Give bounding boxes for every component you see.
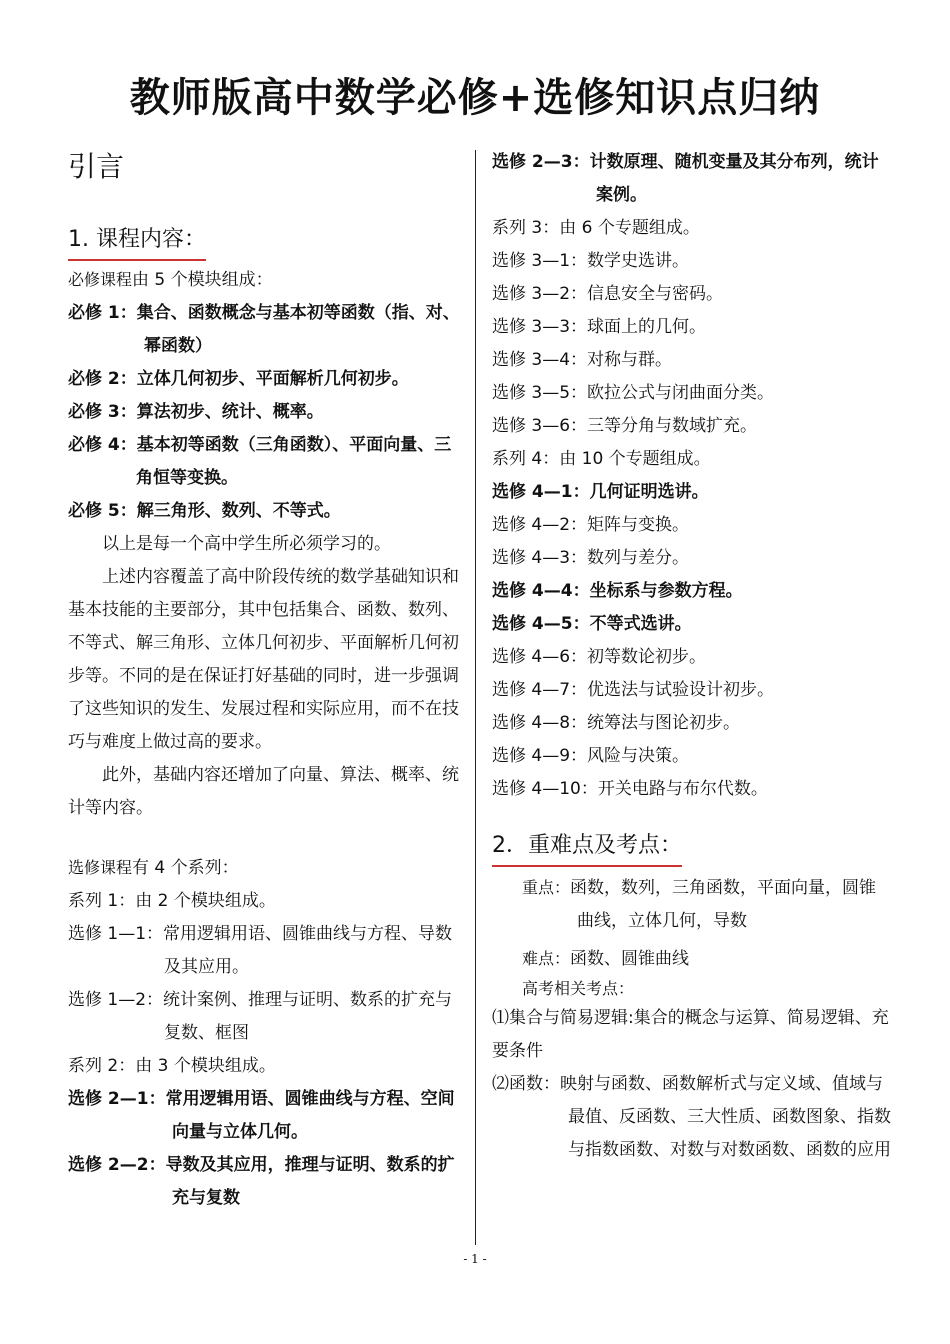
elective-3-6: 选修 3—6：三等分角与数域扩充。 xyxy=(492,416,758,436)
elective-4-6: 选修 4—6：初等数论初步。 xyxy=(492,647,707,667)
elective-4-10: 选修 4—10：开关电路与布尔代数。 xyxy=(492,779,768,799)
series-4: 系列 4：由 10 个专题组成。 xyxy=(492,449,711,469)
elective-4-3: 选修 4—3：数列与差分。 xyxy=(492,548,690,568)
elective-3-2: 选修 3—2：信息安全与密码。 xyxy=(492,284,724,304)
paragraph-content-overview: 上述内容覆盖了高中阶段传统的数学基础知识和基本技能的主要部分，其中包括集合、函数、数列、不等式、解三角形、立体几何初步、平面解析几何初步等。不同的是在保证打好基础的同时，进一步强调了这些知识的发生、发展过程和实际应用，而不在技巧与难度上做过高的要求。 xyxy=(68,567,459,752)
exam-point-2: ⑵函数：映射与函数、函数解析式与定义域、值域与最值、反函数、三大性质、函数图象、指数与指数函数、对数与对数函数、函数的应用 xyxy=(492,1074,891,1160)
elective-4-2: 选修 4—2：矩阵与变换。 xyxy=(492,515,690,535)
left-column xyxy=(68,146,460,1215)
elective-2-2: 选修 2—2：导数及其应用，推理与证明、数系的扩充与复数 xyxy=(68,1155,455,1208)
intro-heading: 引言 xyxy=(68,150,125,183)
elective-courses-label: 选修课程 xyxy=(68,858,133,877)
required-module-2: 必修 2：立体几何初步、平面解析几何初步。 xyxy=(68,369,409,389)
elective-courses-count: 有 4 个系列： xyxy=(132,858,239,878)
difficult-points-text: 函数、圆锥曲线 xyxy=(570,949,690,969)
key-points xyxy=(522,871,892,938)
page-number: - 1 - xyxy=(463,1252,487,1266)
elective-4-4: 选修 4—4：坐标系与参数方程。 xyxy=(492,581,743,601)
exam-points-label: 高考相关考点： xyxy=(522,979,635,998)
elective-4-7: 选修 4—7：优选法与试验设计初步。 xyxy=(492,680,775,700)
required-courses-count: 由 5 个模块组成： xyxy=(132,270,273,290)
elective-3-5: 选修 3—5：欧拉公式与闭曲面分类。 xyxy=(492,383,775,403)
right-column xyxy=(492,146,892,1167)
section-2-heading: 2．重难点及考点： xyxy=(492,828,682,867)
series-1: 系列 1：由 2 个模块组成。 xyxy=(68,891,276,911)
elective-2-3: 选修 2—3：计数原理、随机变量及其分布列，统计案例。 xyxy=(492,152,879,205)
column-divider xyxy=(475,150,476,1245)
key-points-text: 函数，数列，三角函数，平面向量，圆锥曲线，立体几何，导数 xyxy=(570,878,877,931)
elective-3-1: 选修 3—1：数学史选讲。 xyxy=(492,251,690,271)
required-module-1: 必修 1：集合、函数概念与基本初等函数（指、对、幂函数） xyxy=(68,303,460,356)
difficult-points-label: 难点： xyxy=(522,949,571,968)
section-1-heading: 1. 课程内容： xyxy=(68,222,206,261)
key-points-label: 重点： xyxy=(522,878,571,897)
document-title: 教师版高中数学必修+选修知识点归纳 xyxy=(129,75,821,121)
elective-2-1: 选修 2—1：常用逻辑用语、圆锥曲线与方程、空间向量与立体几何。 xyxy=(68,1089,455,1142)
elective-4-5: 选修 4—5：不等式选讲。 xyxy=(492,614,692,634)
required-module-3: 必修 3：算法初步、统计、概率。 xyxy=(68,402,324,422)
elective-4-9: 选修 4—9：风险与决策。 xyxy=(492,746,690,766)
required-courses-label: 必修课程 xyxy=(68,270,133,289)
paragraph-additional-content: 此外，基础内容还增加了向量、算法、概率、统计等内容。 xyxy=(68,765,459,818)
required-courses-line xyxy=(68,263,460,297)
elective-3-4: 选修 3—4：对称与群。 xyxy=(492,350,673,370)
required-module-5: 必修 5：解三角形、数列、不等式。 xyxy=(68,501,341,521)
elective-3-3: 选修 3—3：球面上的几何。 xyxy=(492,317,707,337)
difficult-points xyxy=(522,942,892,976)
elective-4-8: 选修 4—8：统筹法与图论初步。 xyxy=(492,713,741,733)
series-3: 系列 3：由 6 个专题组成。 xyxy=(492,218,700,238)
exam-point-1: ⑴集合与简易逻辑:集合的概念与运算、简易逻辑、充要条件 xyxy=(492,1008,889,1061)
paragraph-required-note: 以上是每一个高中学生所必须学习的。 xyxy=(102,534,391,554)
series-2: 系列 2：由 3 个模块组成。 xyxy=(68,1056,276,1076)
elective-4-1: 选修 4—1：几何证明选讲。 xyxy=(492,482,709,502)
elective-courses-line xyxy=(68,851,460,885)
elective-1-2: 选修 1—2：统计案例、推理与证明、数系的扩充与复数、框图 xyxy=(68,990,453,1043)
elective-1-1: 选修 1—1：常用逻辑用语、圆锥曲线与方程、导数及其应用。 xyxy=(68,924,453,977)
required-module-4: 必修 4：基本初等函数（三角函数）、平面向量、三角恒等变换。 xyxy=(68,435,452,488)
